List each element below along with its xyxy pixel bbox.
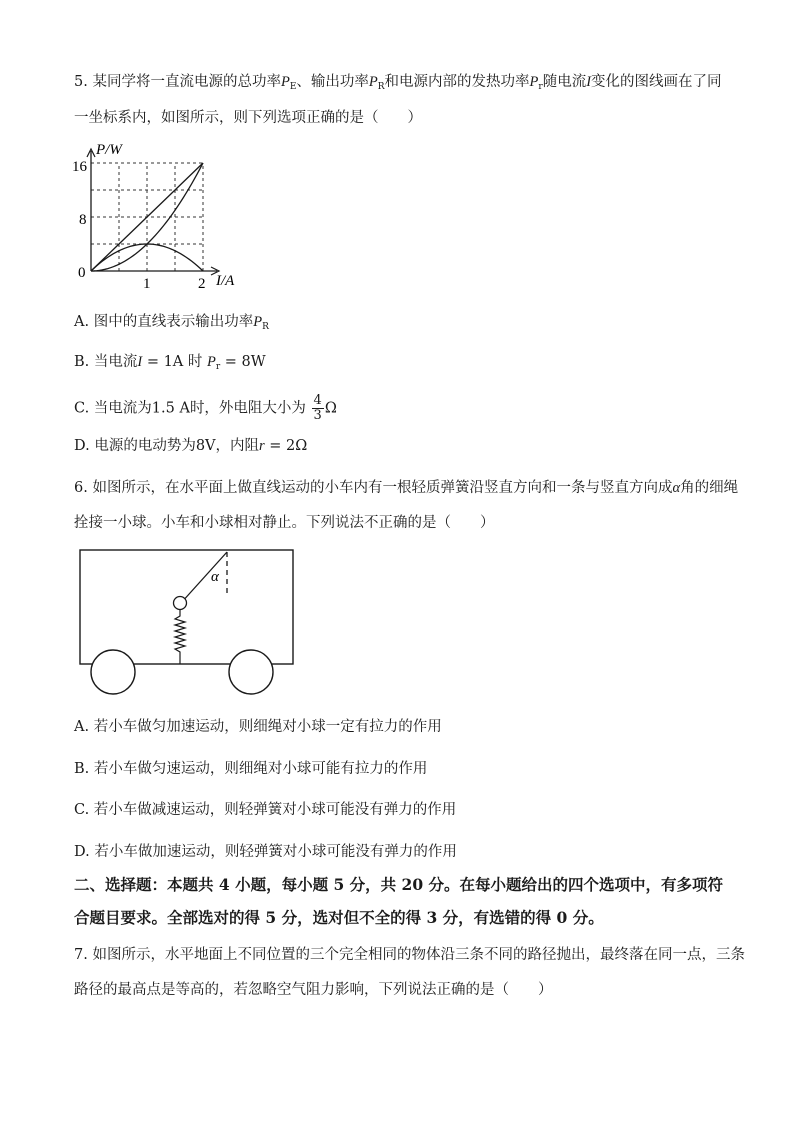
q5-stem-line1: 5. 某同学将一直流电源的总功率$P_E$、输出功率$P_R$和电源内部的发热功率$P_r$随电流I变化的图线画在了同 [74,74,722,92]
x-tick-1: 1 [143,276,151,292]
wheel-left [91,650,135,694]
q5-option-b[interactable]: B. 当电流I = 1A 时 $P_r = 8W$ [74,354,266,372]
x-axis-label: I/A [216,273,235,289]
q5-option-a[interactable]: A. 图中的直线表示输出功率$P_R$ [74,314,269,332]
fraction-4-3: $\frac{4}{3}$ [313,393,322,423]
y-tick-8: 8 [79,212,87,228]
ball [174,597,187,610]
q7-stem-line2: 路径的最高点是等高的，若忽略空气阻力影响，下列说法正确的是（ ） [74,982,553,998]
origin-label: 0 [78,265,86,281]
spring [175,610,185,664]
y-axis-label: P/W [96,142,122,158]
q6-stem-line1: 6. 如图所示，在水平面上做直线运动的小车内有一根轻质弹簧沿竖直方向和一条与竖直方向成α角的细绳 [74,480,739,496]
q5-option-c[interactable]: C. 当电流为1.5 A时，外电阻大小为 $\frac{4}{3}$ Ω [74,393,337,423]
section2-instructions-line2: 合题目要求。全部选对的得 5 分，选对但不全的得 3 分，有选错的得 0 分。 [74,908,604,927]
q5-stem-line2: 一坐标系内，如图所示，则下列选项正确的是（ ） [74,110,422,126]
q5-option-d[interactable]: D. 电源的电动势为8V，内阻r = 2Ω [74,438,308,454]
string-line [181,552,227,603]
wheel-right [229,650,273,694]
cart-body [80,550,293,664]
q7-stem-line1: 7. 如图所示，水平地面上不同位置的三个完全相同的物体沿三条不同的路径抛出，最终落在同一点，三条 [74,947,745,963]
q6-option-b[interactable]: B. 若小车做匀速运动，则细绳对小球可能有拉力的作用 [74,761,428,777]
q6-option-d[interactable]: D. 若小车做加速运动，则轻弹簧对小球可能没有弹力的作用 [74,844,457,860]
q6-stem-line2: 拴接一小球。小车和小球相对静止。下列说法不正确的是（ ） [74,515,495,531]
cart-figure [74,546,304,698]
section2-instructions-line1: 二、选择题：本题共 4 小题，每小题 5 分，共 20 分。在每小题给出的四个选项中，有多项符 [74,875,724,894]
alpha-label: α [211,569,219,585]
q6-option-a[interactable]: A. 若小车做匀加速运动，则细绳对小球一定有拉力的作用 [74,719,442,735]
q6-option-c[interactable]: C. 若小车做减速运动，则轻弹簧对小球可能没有弹力的作用 [74,802,457,818]
x-tick-2: 2 [198,276,206,292]
power-current-graph [74,138,254,298]
y-tick-16: 16 [72,159,87,175]
